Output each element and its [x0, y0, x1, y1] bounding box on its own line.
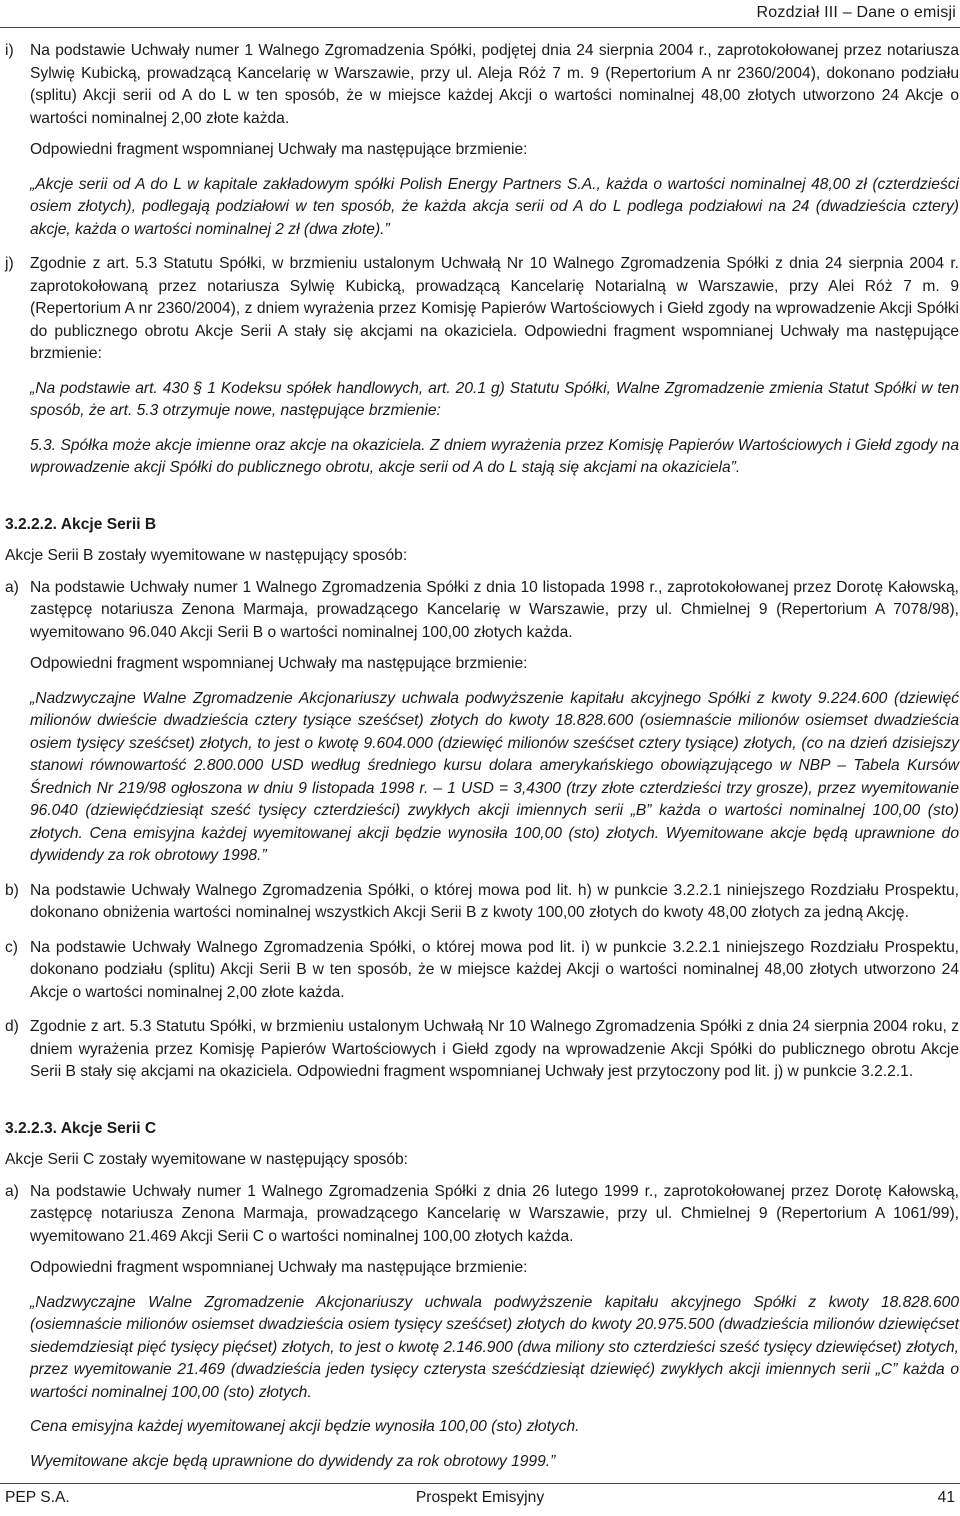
item-marker: a) — [5, 1182, 19, 1200]
item-marker: a) — [5, 578, 19, 596]
item-marker: d) — [5, 1018, 19, 1035]
footer-document-title: Prospekt Emisyjny — [415, 1489, 545, 1506]
item-marker: b) — [5, 881, 19, 899]
quoted-resolution: „Nadzwyczajne Walne Zgromadzenie Akcjonariuszy uchwala podwyższenie kapitału akcyjnego Spółki z kwoty 9.224.600 (dziewięć milionów dwieście dwadzieścia cztery tysiące sześćset) złotych do kwoty 18.828.600 (osiemnaście milionów osiemset dwadzieścia osiem tysięcy sześćset) złotych, to jest o kwotę 9.604.000 (dziewięć milionów sześćset cztery tysiące) złotych, (co na dzień dzisiejszy stanowi równowartość 2.800.000 USD według średniego kursu dolara amerykańskiego obowiązującego w NBP – Tabela Kursów Średnich Nr 219/98 ogłoszona w dniu 9 listopada 1998 r. – 1 USD = 3,4300 (trzy złote czterdzieści trzy grosze), przez wyemitowanie 96.040 (dziewięćdziesiąt sześć tysięcy czterdzieści) zwykłych akcji imiennych serii „B” każda o wartości nominalnej 100,00 (sto) złotych. Cena emisyjna każdej wyemitowanej akcji będzie wynosiła 100,00 (sto) złotych. Wyemitowane akcje będą uprawnione do dywidendy za rok obrotowy 1998.” — [30, 689, 959, 864]
item-marker: j) — [5, 255, 14, 272]
paragraph: Na podstawie Uchwały Walnego Zgromadzenia Spółki, o której mowa pod lit. i) w punkcie 3.2.2.1 niniejszego Rozdziału Prospektu, dokonano podziału (splitu) Akcji Serii B w ten sposób, że w miejsce każdej Akcji o wartości nominalnej 48,00 złotych utworzono 24 Akcje o wartości nominalnej 2,00 złote każda. — [30, 938, 959, 1001]
paragraph: Zgodnie z art. 5.3 Statutu Spółki, w brzmieniu ustalonym Uchwałą Nr 10 Walnego Zgromadzenia Spółki z dnia 24 sierpnia 2004 roku, z dniem wyrażenia przez Komisję Papierów Wartościowych i Giełd zgody na wprowadzenie Akcji Spółki do publicznego obrotu Akcje Serii B stały się akcjami na okaziciela. Odpowiedni fragment wspomnianej Uchwały jest przytoczony pod lit. j) w punkcie 3.2.2.1. — [30, 1018, 959, 1080]
item-body — [30, 1181, 959, 1474]
quoted-resolution: Cena emisyjna każdej wyemitowanej akcji będzie wynosiła 100,00 (sto) złotych. — [30, 1418, 580, 1435]
quoted-resolution: „Nadzwyczajne Walne Zgromadzenie Akcjonariuszy uchwala podwyższenie kapitału akcyjnego Spółki z kwoty 18.828.600 (osiemnaście milionów osiemset dwadzieścia osiem tysięcy sześćset) złotych do kwoty 20.975.500 (dwadzieścia milionów dziewięćset siedemdziesiąt pięć tysięcy pięćset) złotych, to jest o kwotę 2.146.900 (dwa miliony sto czterdzieści sześć tysięcy dziewięćset) złotych, przez wyemitowanie 21.469 (dwadzieścia jeden tysięcy czterysta sześćdziesiąt dziewięć) zwykłych akcji imiennych serii „C” każda o wartości nominalnej 100,00 (sto) złotych. — [30, 1293, 959, 1401]
list-item-i — [5, 40, 959, 241]
section-heading-series-b: 3.2.2.2. Akcje Serii B — [5, 515, 157, 533]
page-number: 41 — [937, 1489, 955, 1506]
quoted-resolution: Wyemitowane akcje będą uprawnione do dywidendy za rok obrotowy 1999.” — [30, 1452, 556, 1470]
paragraph: Na podstawie Uchwały numer 1 Walnego Zgromadzenia Spółki z dnia 10 listopada 1998 r., zaprotokołowanej przez Dorotę Kałowską, zastępcę notariusza Zenona Marmaja, prowadzącego Kancelarię w Warszawie, przy ul. Chmielnej 9 (Repertorium A 7078/98), wyemitowano 96.040 Akcji Serii B o wartości nominalnej 100,00 złotych każda. — [30, 578, 959, 641]
quoted-resolution: 5.3. Spółka może akcje imienne oraz akcje na okaziciela. Z dniem wyrażenia przez Komisję Papierów Wartościowych i Giełd zgody na wprowadzenie akcji Spółki do publicznego obrotu, akcje serii od A do L stają się akcjami na okaziciela”. — [30, 436, 959, 476]
list-item-b-a — [5, 577, 959, 868]
footer-company: PEP S.A. — [5, 1489, 70, 1506]
paragraph: Akcje Serii B zostały wyemitowane w następujący sposób: — [5, 547, 408, 564]
section-heading-series-c: 3.2.2.3. Akcje Serii C — [5, 1119, 157, 1137]
paragraph: Na podstawie Uchwały numer 1 Walnego Zgromadzenia Spółki z dnia 26 lutego 1999 r., zaprotokołowanej przez Dorotę Kałowską, zastępcę notariusza Zenona Marmaja, prowadzącego Kancelarię w Warszawie, przy ul. Chmielnej 9 (Repertorium A 1061/99), wyemitowano 21.469 Akcji Serii C o wartości nominalnej 100,00 złotych każda. — [30, 1182, 959, 1245]
item-marker: c) — [5, 938, 18, 956]
paragraph: Na podstawie Uchwały Walnego Zgromadzenia Spółki, o której mowa pod lit. h) w punkcie 3.2.2.1 niniejszego Rozdziału Prospektu, dokonano obniżenia wartości nominalnej wszystkich Akcji Serii B z kwoty 100,00 złotych do kwoty 48,00 złotych za jedną Akcję. — [30, 881, 959, 921]
list-item-b-d — [5, 1016, 959, 1084]
paragraph: Na podstawie Uchwały numer 1 Walnego Zgromadzenia Spółki, podjętej dnia 24 sierpnia 2004 r., zaprotokołowanej przez notariusza Sylwię Kubicką, prowadzącą Kancelarię w Warszawie, przy ul. Aleja Róż 7 m. 9 (Repertorium A nr 2360/2004), dokonano podziału (splitu) Akcji serii od A do L w ten sposób, że w miejsce każdej Akcji o wartości nominalnej 48,00 złotych utworzono 24 Akcje o wartości nominalnej 2,00 złote każda. — [30, 42, 959, 127]
footer-divider — [0, 1483, 960, 1484]
paragraph: Odpowiedni fragment wspomnianej Uchwały ma następujące brzmienie: — [30, 655, 528, 672]
paragraph: Akcje Serii C zostały wyemitowane w następujący sposób: — [5, 1151, 409, 1168]
page-footer — [5, 1489, 955, 1511]
paragraph: Odpowiedni fragment wspomnianej Uchwały ma następujące brzmienie: — [30, 1259, 528, 1276]
list-item-b-c — [5, 937, 959, 1005]
item-marker: i) — [5, 42, 14, 59]
item-body — [30, 577, 959, 868]
document-body — [5, 40, 959, 1473]
quoted-resolution: „Na podstawie art. 430 § 1 Kodeksu spółek handlowych, art. 20.1 g) Statutu Spółki, Walne Zgromadzenie zmienia Statut Spółki w ten sposób, że art. 5.3 otrzymuje nowe, następujące brzmienie: — [30, 379, 959, 419]
chapter-title: Rozdział III – Dane o emisji — [756, 4, 956, 21]
item-body — [30, 253, 959, 480]
paragraph: Odpowiedni fragment wspomnianej Uchwały ma następujące brzmienie: — [30, 141, 528, 158]
list-item-c-a — [5, 1181, 959, 1474]
header-divider — [0, 27, 960, 28]
paragraph: Zgodnie z art. 5.3 Statutu Spółki, w brzmieniu ustalonym Uchwałą Nr 10 Walnego Zgromadzenia Spółki z dnia 24 sierpnia 2004 r. zaprotokołowaną przez notariusza Sylwię Kubicką, prowadzącą Kancelarię Notarialną w Warszawie, przy Alei Róż 7 m. 9 (Repertorium A nr 2360/2004), z dniem wyrażenia przez Komisję Papierów Wartościowych i Giełd zgody na wprowadzenie Akcji Spółki do publicznego obrotu Akcje Serii A stały się akcjami na okaziciela. Odpowiedni fragment wspomnianej Uchwały ma następujące brzmienie: — [30, 255, 959, 362]
list-item-b-b — [5, 880, 959, 925]
item-body — [30, 40, 959, 241]
quoted-resolution: „Akcje serii od A do L w kapitale zakładowym spółki Polish Energy Partners S.A., każda o wartości nominalnej 48,00 zł (czterdzieści osiem złotych), podlegają podziałowi w ten sposób, że każda akcja serii od A do L podlega podziałowi na 24 (dwadzieścia cztery) akcje, każda o wartości nominalnej 2 zł (dwa złote).” — [30, 175, 959, 238]
list-item-j — [5, 253, 959, 480]
